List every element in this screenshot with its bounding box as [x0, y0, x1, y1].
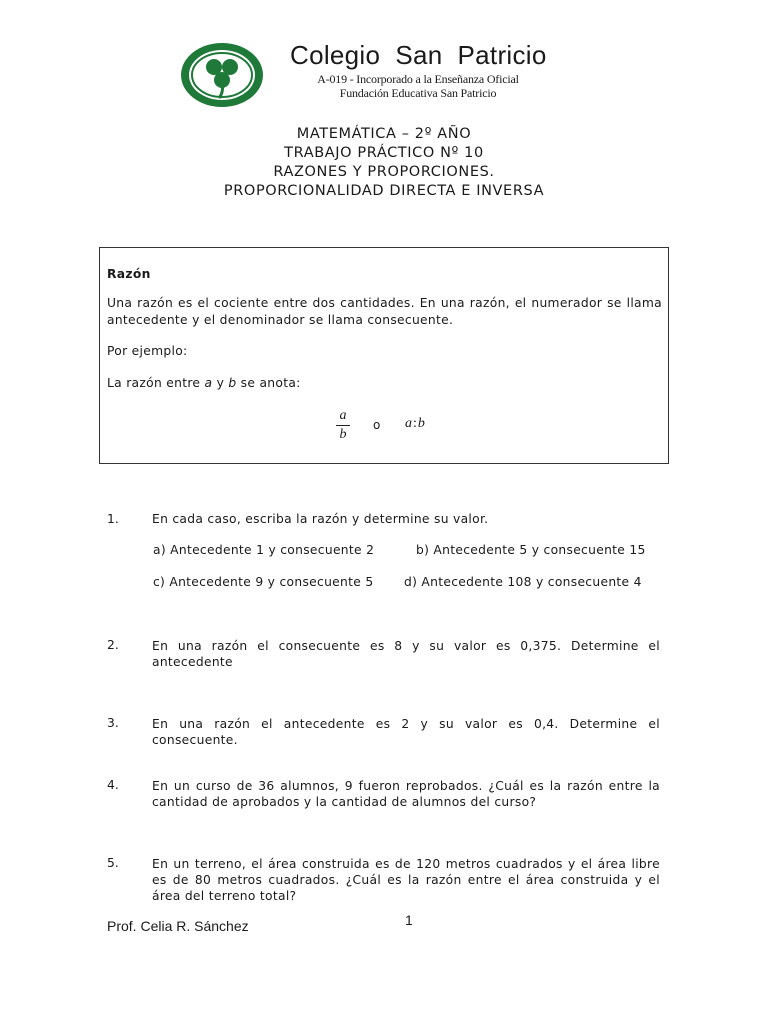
fraction-notation [336, 408, 350, 443]
fraction-numerator: a [339, 408, 347, 423]
exercise-number: 1. [107, 512, 119, 526]
shamrock-logo-icon [178, 40, 266, 110]
school-foundation-line: Fundación Educativa San Patricio [339, 86, 497, 100]
exercise-number: 4. [107, 778, 119, 792]
school-incorporation-line: A-019 - Incorporado a la Enseñanza Oficial [317, 72, 519, 86]
author-footer: Prof. Celia R. Sánchez [107, 918, 249, 934]
fraction-bar [336, 425, 350, 426]
exercise-number: 5. [107, 856, 119, 870]
exercise-text: En un curso de 36 alumnos, 9 fueron reprobados. ¿Cuál es la razón entre la cantidad de aprobados y la cantidad de alumnos del curso? [152, 779, 660, 809]
colon-notation: a:b [405, 416, 425, 431]
exercise-item: c) Antecedente 9 y consecuente 5 [153, 575, 374, 589]
document-title-topic: RAZONES Y PROPORCIONES. [273, 164, 495, 180]
document-title-subtopic: PROPORCIONALIDAD DIRECTA E INVERSA [223, 183, 545, 199]
document-title-practice: TRABAJO PRÁCTICO Nº 10 [284, 145, 484, 161]
page-number: 1 [405, 912, 413, 928]
school-name: Colegio San Patricio [290, 40, 547, 70]
exercise-number: 3. [107, 716, 119, 730]
exercise-text: En cada caso, escriba la razón y determine su valor. [152, 512, 489, 526]
ratio-notation-sentence: La razón entre a y b se anota: [107, 376, 301, 390]
exercise-item: a) Antecedente 1 y consecuente 2 [153, 543, 375, 557]
definition-heading: Razón [107, 267, 151, 281]
exercise-item: d) Antecedente 108 y consecuente 4 [404, 575, 642, 589]
exercise-item: b) Antecedente 5 y consecuente 15 [416, 543, 646, 557]
definition-box [99, 247, 669, 464]
exercise-text: En un terreno, el área construida es de 120 metros cuadrados y el área libre es de 80 metros cuadrados. ¿Cuál es la razón entre el área construida y el área del terreno total? [152, 857, 660, 903]
example-label: Por ejemplo: [107, 344, 188, 358]
fraction-denominator: b [339, 427, 347, 442]
document-title-subject: MATEMÁTICA – 2º AÑO [296, 126, 472, 142]
exercise-text: En una razón el antecedente es 2 y su valor es 0,4. Determine el consecuente. [152, 717, 660, 747]
or-word: o [373, 418, 381, 432]
exercise-text: En una razón el consecuente es 8 y su valor es 0,375. Determine el antecedente [152, 639, 660, 669]
exercise-number: 2. [107, 638, 119, 652]
definition-paragraph: Una razón es el cociente entre dos cantidades. En una razón, el numerador se llama antecedente y el denominador se llama consecuente. [107, 296, 662, 327]
variable-b: b [228, 376, 237, 390]
variable-a: a [204, 376, 213, 390]
